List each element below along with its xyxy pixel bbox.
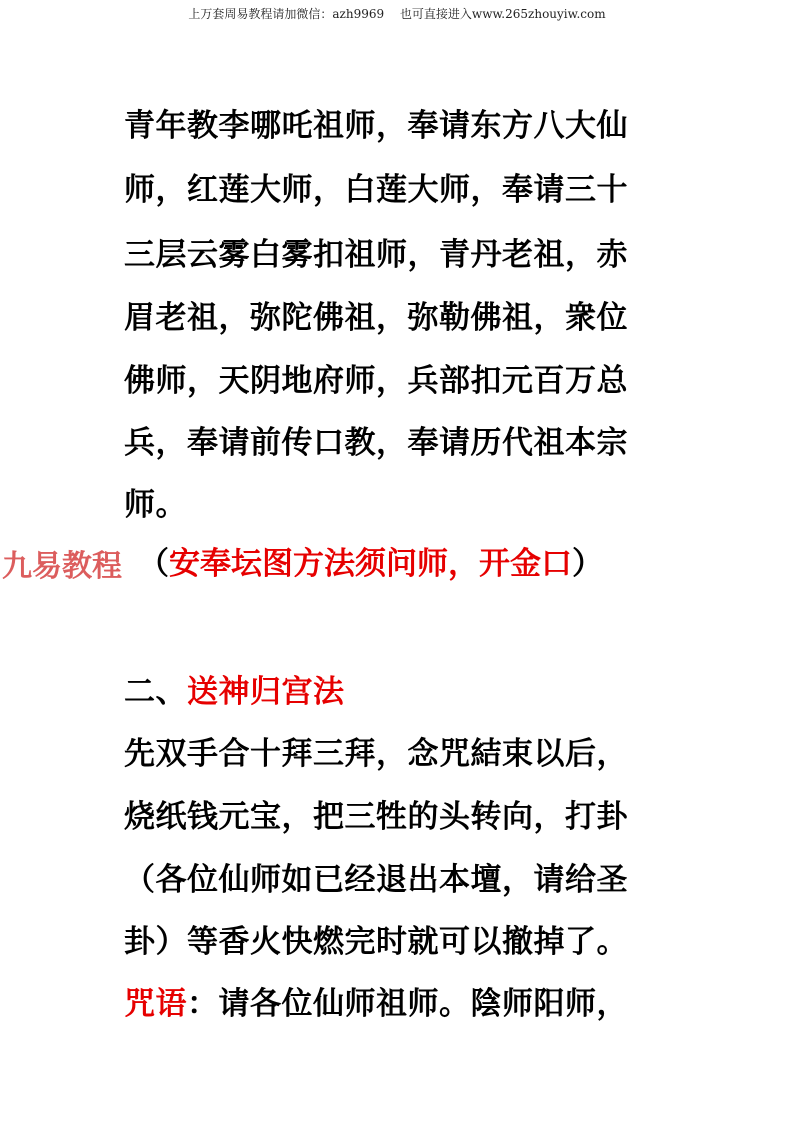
text-line: 卦）等香火快燃完时就可以撤掉了。 <box>124 924 628 960</box>
text-line: （各位仙师如已经退出本壇，请给圣 <box>124 862 628 898</box>
text-line: 师，红莲大师，白莲大师，奉请三十 <box>124 172 628 208</box>
open-paren: （ <box>138 546 169 582</box>
section-number: 二、 <box>124 674 187 710</box>
mantra-line <box>124 984 684 1024</box>
mantra-label: 咒语 <box>124 986 187 1022</box>
text-line: 三层云雾白雾扣祖师，青丹老祖，赤 <box>124 237 628 273</box>
page-header-watermark: 上万套周易教程请加微信：azh9969 也可直接进入www.265zhouyiw.com <box>188 7 606 21</box>
mantra-colon: ： <box>187 986 219 1022</box>
text-line: 师。 <box>124 487 187 523</box>
site-watermark: 九易教程 <box>2 549 122 584</box>
text-line: 青年教李哪吒祖师，奉请东方八大仙 <box>124 108 628 144</box>
close-paren: ） <box>572 546 603 582</box>
note-text: 安奉坛图方法须问师，开金口 <box>169 546 572 582</box>
red-note <box>138 544 603 584</box>
text-line: 佛师，天阴地府师，兵部扣元百万总 <box>124 363 628 399</box>
text-line: 兵，奉请前传口教，奉请历代祖本宗 <box>124 425 628 461</box>
text-line: 烧纸钱元宝，把三牲的头转向，打卦 <box>124 799 628 835</box>
section-title: 送神归宫法 <box>187 674 345 710</box>
section-heading <box>124 672 684 712</box>
text-line: 先双手合十拜三拜，念咒結束以后， <box>124 736 628 772</box>
text-line: 眉老祖，弥陀佛祖，弥勒佛祖，衆位 <box>124 300 628 336</box>
mantra-text: 请各位仙师祖师。陰师阳师， <box>218 986 628 1022</box>
